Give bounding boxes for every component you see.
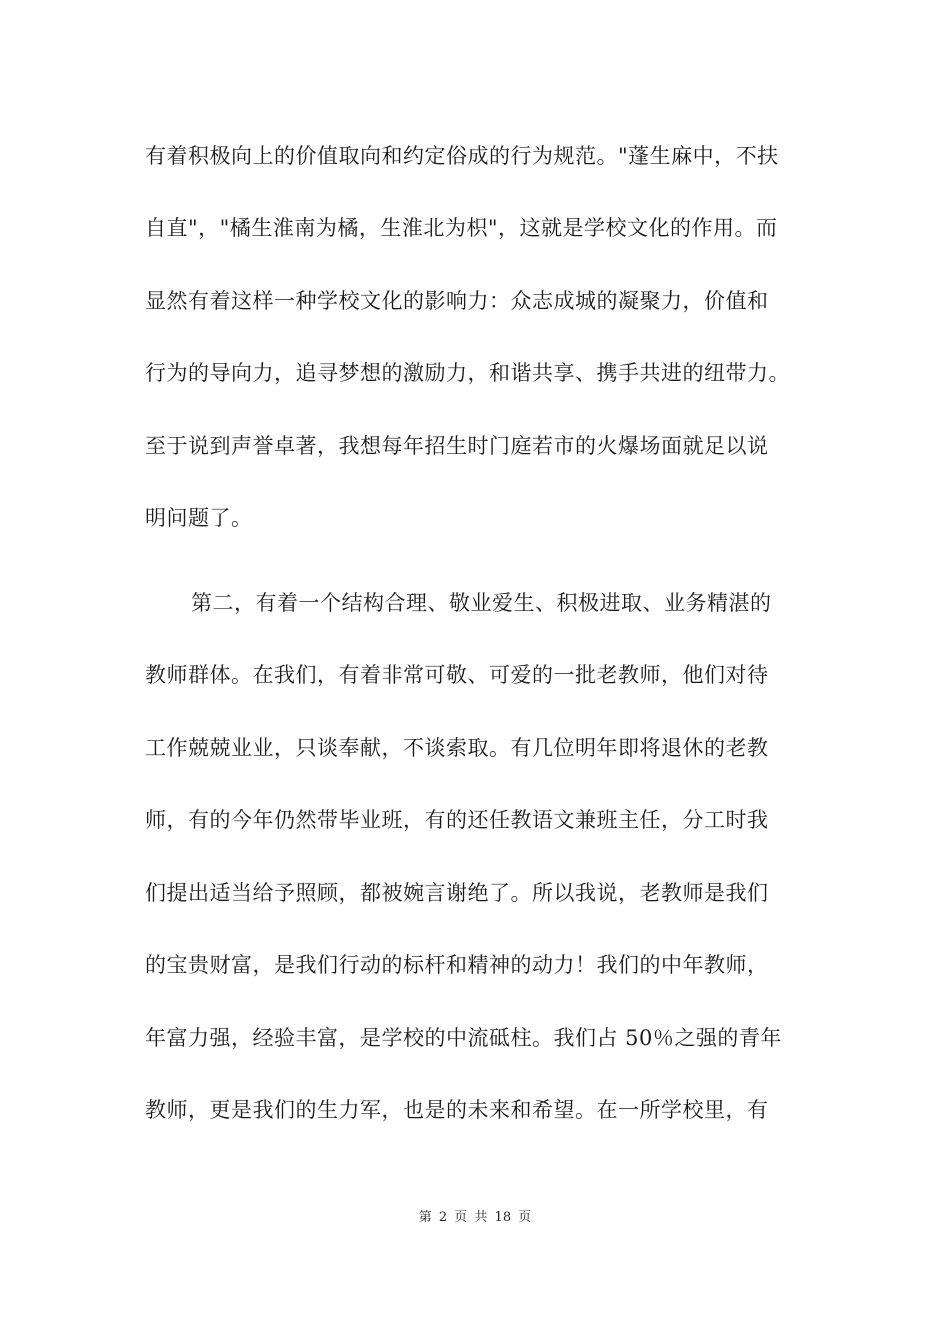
text-line: 师，有的今年仍然带毕业班，有的还任教语文兼班主任，分工时我: [145, 808, 769, 832]
text-line: 教师群体。在我们，有着非常可敬、可爱的一批老教师，他们对待: [145, 663, 769, 687]
text-line: 工作兢兢业业，只谈奉献，不谈索取。有几位明年即将退休的老教: [145, 736, 769, 760]
text-line: 有着积极向上的价值取向和约定俗成的行为规范。"蓬生麻中，不扶: [145, 144, 779, 168]
text-line: 至于说到声誉卓著，我想每年招生时门庭若市的火爆场面就足以说: [145, 434, 769, 458]
text-line: 们提出适当给予照顾，都被婉言谢绝了。所以我说，老教师是我们: [145, 881, 769, 905]
text-line: 的宝贵财富，是我们行动的标杆和精神的动力！我们的中年教师，: [145, 953, 769, 977]
text-line: 显然有着这样一种学校文化的影响力：众志成城的凝聚力，价值和: [145, 289, 769, 313]
text-line: 行为的导向力，追寻梦想的激励力，和谐共享、携手共进的纽带力。: [145, 361, 790, 385]
text-line: 教师，更是我们的生力军，也是的未来和希望。在一所学校里，有: [145, 1098, 769, 1122]
text-line: 年富力强，经验丰富，是学校的中流砥柱。我们占 50％之强的青年: [145, 1026, 782, 1050]
text-line: 自直"，"橘生淮南为橘，生淮北为枳"，这就是学校文化的作用。而: [145, 216, 778, 240]
text-line: 明问题了。: [145, 506, 253, 530]
page-footer: 第 2 页 共 18 页: [418, 1210, 532, 1225]
paragraph-first-line: 第二，有着一个结构合理、敬业爱生、积极进取、业务精湛的: [191, 591, 772, 615]
